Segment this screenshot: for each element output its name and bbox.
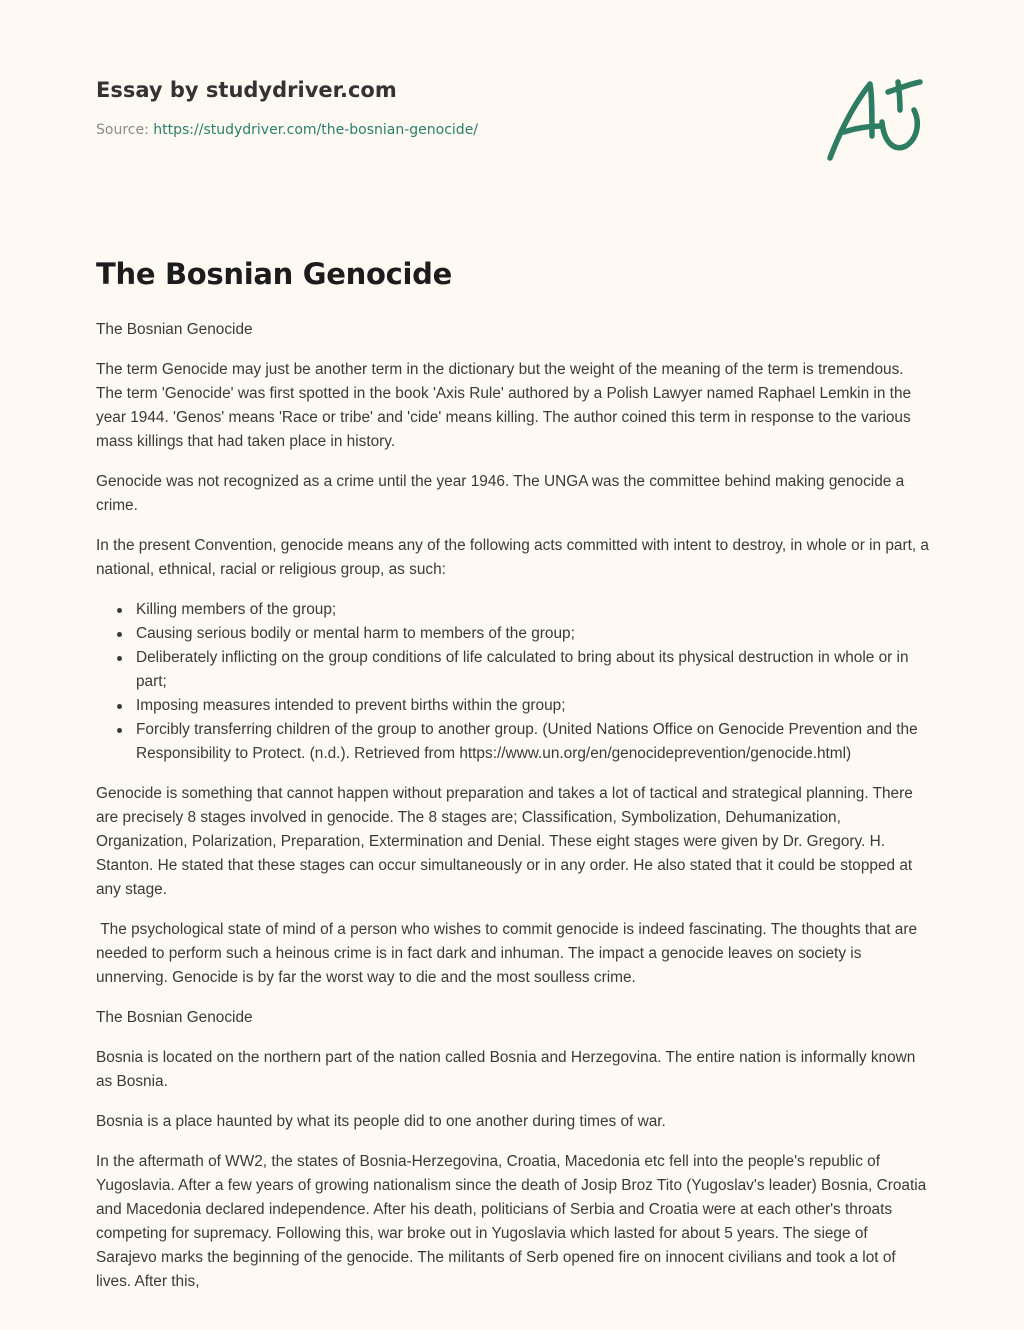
article-paragraph: Bosnia is located on the northern part of the nation called Bosnia and Herzegovina. The entire nation is informally known as Bosnia.	[96, 1049, 916, 1090]
genocide-acts-list	[96, 598, 932, 766]
source-link[interactable]: https://studydriver.com/the-bosnian-genocide/	[153, 122, 479, 138]
article-paragraph: The term Genocide may just be another term in the dictionary but the weight of the meaning of the term is tremendous. The term 'Genocide' was first spotted in the book 'Axis Rule' authored by a Polish Lawyer named Raphael Lemkin in the year 1944. 'Genos' means 'Race or tribe' and 'cide' means killing. The author coined this term in response to the various mass killings that had taken place in history.	[96, 361, 912, 450]
article	[96, 254, 932, 1310]
source-line	[96, 120, 936, 140]
list-item: Killing members of the group;	[136, 598, 932, 622]
article-paragraph: Genocide is something that cannot happen without preparation and takes a lot of tactical and strategical planning. There are precisely 8 stages involved in genocide. The 8 stages are; Classification, Symbolization, Dehumanization, Organization, Polarization, Preparation, Extermination and Denial. These eight stages were given by Dr. Gregory. H. Stanton. He stated that these stages can occur simultaneously or in any order. He also stated that it could be stopped at any stage.	[96, 785, 913, 898]
list-item: Causing serious bodily or mental harm to members of the group;	[136, 622, 932, 646]
article-paragraph: Genocide was not recognized as a crime until the year 1946. The UNGA was the committee behind making genocide a crime.	[96, 473, 905, 514]
list-item: Imposing measures intended to prevent births within the group;	[136, 694, 932, 718]
page-header	[96, 76, 936, 140]
source-label: Source:	[96, 122, 149, 138]
list-item: Forcibly transferring children of the group to another group. (United Nations Office on Genocide Prevention and the Responsibility to Protect. (n.d.). Retrieved from https://www.un.org/en/genocideprevention/genocide.html)	[136, 718, 932, 766]
article-paragraph: In the aftermath of WW2, the states of Bosnia-Herzegovina, Croatia, Macedonia etc fell into the people's republic of Yugoslavia. After a few years of growing nationalism since the death of Josip Broz Tito (Yugoslav's leader) Bosnia, Croatia and Macedonia declared independence. After his death, politicians of Serbia and Croatia were at each other's throats competing for supremacy. Following this, war broke out in Yugoslavia which lasted for about 5 years. The siege of Sarajevo marks the beginning of the genocide. The militants of Serb opened fire on innocent civilians and took a lot of lives. After this,	[96, 1153, 927, 1290]
article-subheading: The Bosnian Genocide	[96, 1009, 253, 1026]
a-plus-logo-icon	[822, 66, 928, 166]
article-subheading: The Bosnian Genocide	[96, 321, 253, 338]
page-title: The Bosnian Genocide	[96, 257, 452, 291]
article-paragraph: In the present Convention, genocide means any of the following acts committed with intent to destroy, in whole or in part, a national, ethnical, racial or religious group, as such:	[96, 537, 929, 578]
list-item: Deliberately inflicting on the group conditions of life calculated to bring about its physical destruction in whole or in part;	[136, 646, 932, 694]
site-brand: Essay by studydriver.com	[96, 78, 397, 102]
article-paragraph: The psychological state of mind of a person who wishes to commit genocide is indeed fascinating. The thoughts that are needed to perform such a heinous crime is in fact dark and inhuman. The impact a genocide leaves on society is unnerving. Genocide is by far the worst way to die and the most soulless crime.	[96, 921, 918, 986]
article-paragraph: Bosnia is a place haunted by what its people did to one another during times of war.	[96, 1113, 666, 1130]
